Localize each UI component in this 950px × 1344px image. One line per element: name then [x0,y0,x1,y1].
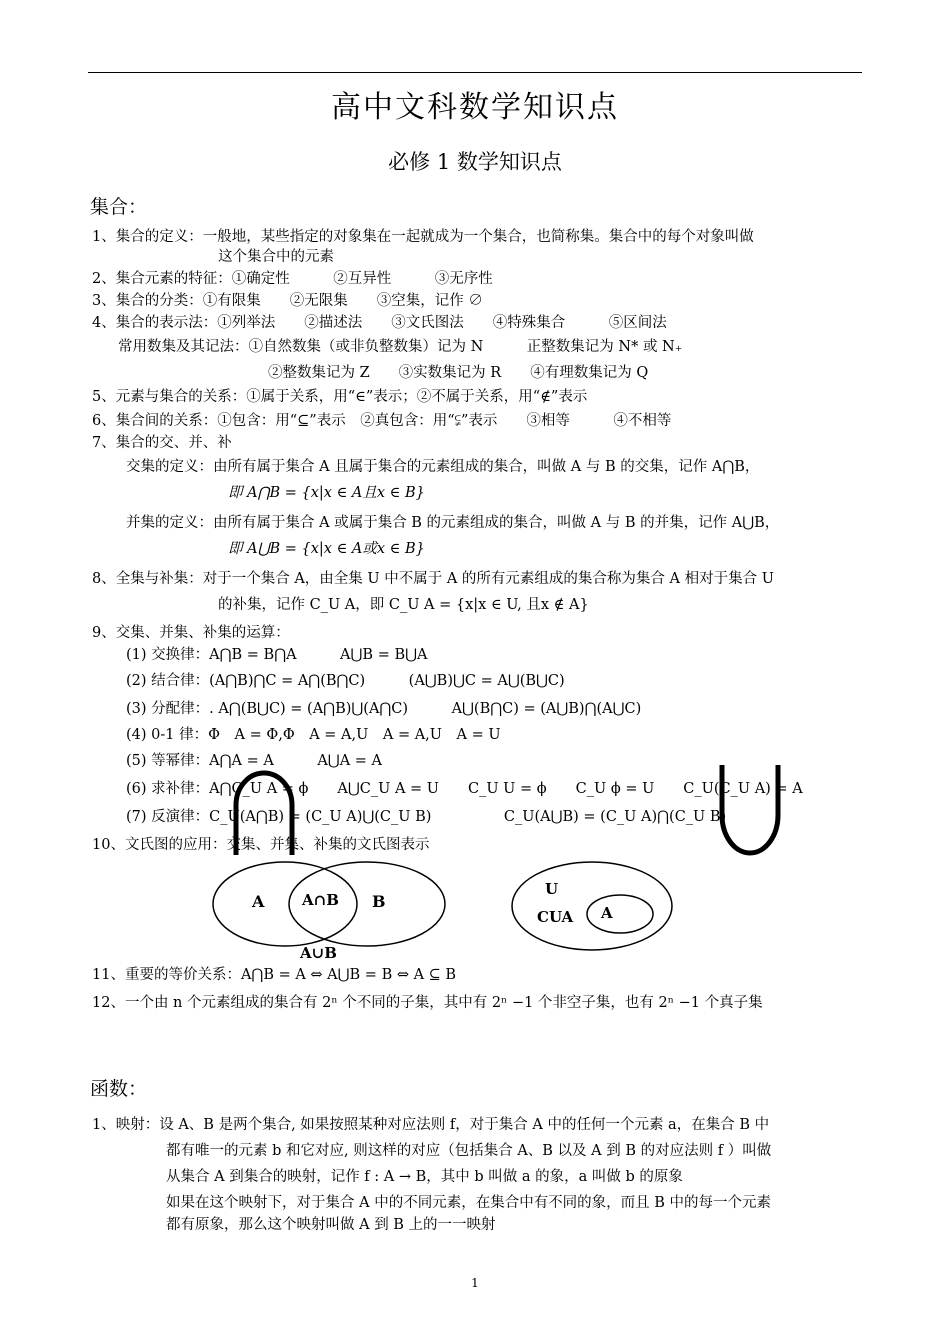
venn-label-cua: CUA [537,908,574,926]
sets-line-12: 12、一个由 n 个元素组成的集合有 2ⁿ 个不同的子集，其中有 2ⁿ −1 个非空子集，也有 2ⁿ −1 个真子集 [92,995,763,1011]
sets-line-8: 8、全集与补集：对于一个集合 A，由全集 U 中不属于 A 的所有元素组成的集合称为集合 A 相对于集合 U [92,571,774,587]
venn-label-a: A [252,892,265,911]
sets-line-6: 6、集合间的关系：①包含：用“⊆”表示 ②真包含：用“⫋”表示 ③相等 ④不相等 [92,413,672,429]
venn-label-subset-a: A [601,904,613,922]
sets-line-9: 9、交集、并集、补集的运算： [92,625,290,641]
sets-line-7: 7、集合的交、并、补 [92,435,232,451]
functions-line-1: 1、映射：设 A、B 是两个集合, 如果按照某种对应法则 f，对于集合 A 中的任何一个元素 a，在集合 B 中 [92,1117,770,1133]
functions-line-5: 都有原象，那么这个映射叫做 A 到 B 上的一一映射 [166,1217,496,1233]
law-complement: (6) 求补律：A⋂C_U A = ϕ A⋃C_U A = U C_U U = ϕ C_U ϕ = U C_U(C_U A) = A [126,781,803,797]
law-idempotent: (5) 等幂律：A⋂A = A A⋃A = A [126,753,383,769]
sets-line-4a: 常用数集及其记法：①自然数集（或非负整数集）记为 N 正整数集记为 N* 或 N₊ [118,339,683,355]
arch-decoration-right-icon [710,760,790,860]
union-definition: 并集的定义：由所有属于集合 A 或属于集合 B 的元素组成的集合，叫做 A 与 B 的并集，记作 A⋃B， [126,515,780,531]
venn-label-a-or-b: A∪B [300,944,337,962]
sets-line-4b: ②整数集记为 Z ③实数集记为 R ④有理数集记为 Q [268,365,649,381]
arch-decoration-left-icon [226,760,306,860]
page-subtitle: 必修 1 数学知识点 [388,150,562,174]
venn-label-b: B [372,892,386,911]
sets-line-2: 2、集合元素的特征：①确定性 ②互异性 ③无序性 [92,271,493,287]
sets-line-10: 10、文氏图的应用：交集、并集、补集的文氏图表示 [92,837,430,853]
venn-subset-a [587,895,653,933]
union-formula: 即 A⋃B = {x|x ∈ A或x ∈ B} [228,541,425,557]
sets-line-11: 11、重要的等价关系：A⋂B = A ⇔ A⋃B = B ⇔ A ⊆ B [92,967,457,983]
law-commutative: (1) 交换律：A⋂B = B⋂A A⋃B = B⋃A [126,647,428,663]
sets-line-3: 3、集合的分类：①有限集 ②无限集 ③空集，记作 ∅ [92,293,483,309]
sets-line-1b: 这个集合中的元素 [218,249,334,265]
sets-line-5: 5、元素与集合的关系：①属于关系，用“∈”表示；②不属于关系，用“∉”表示 [92,389,588,405]
sets-line-4: 4、集合的表示法：①列举法 ②描述法 ③文氏图法 ④特殊集合 ⑤区间法 [92,315,667,331]
functions-line-2: 都有唯一的元素 b 和它对应, 则这样的对应（包括集合 A、B 以及 A 到 B 的对应法则 f ）叫做 [166,1143,772,1159]
venn-label-u: U [545,880,559,898]
venn-universe [512,862,672,950]
venn-label-a-and-b: A∩B [302,891,339,909]
intersection-formula: 即 A⋂B = {x|x ∈ A且x ∈ B} [228,485,425,501]
functions-line-3: 从集合 A 到集合的映射，记作 f : A → B，其中 b 叫做 a 的象，a 叫做 b 的原象 [166,1169,683,1185]
page-number: 1 [471,1276,479,1290]
page-title: 高中文科数学知识点 [331,90,619,125]
law-de-morgan: (7) 反演律：C_U(A⋂B) = (C_U A)⋃(C_U B) C_U(A⋃B) = (C_U A)⋂(C_U B) [126,809,727,825]
sets-line-1: 1、集合的定义：一般地，某些指定的对象集在一起就成为一个集合，也简称集。集合中的每个对象叫做 [92,229,754,245]
section-heading-functions: 函数： [90,1078,148,1100]
functions-line-4: 如果在这个映射下，对于集合 A 中的不同元素，在集合中有不同的象，而且 B 中的每一个元素 [166,1195,772,1211]
complement-formula: 的补集，记作 C_U A，即 C_U A = {x|x ∈ U, 且x ∉ A} [218,597,589,613]
venn-complement-diagram [505,858,685,958]
law-distributive: (3) 分配律：. A⋂(B⋃C) = (A⋂B)⋃(A⋂C) A⋃(B⋂C) = (A⋃B)⋂(A⋃C) [126,701,642,717]
top-rule [88,72,862,73]
law-associative: (2) 结合律：(A⋂B)⋂C = A⋂(B⋂C) (A⋃B)⋃C = A⋃(B⋃C) [126,673,565,689]
section-heading-sets: 集合： [90,196,148,218]
intersection-definition: 交集的定义：由所有属于集合 A 且属于集合的元素组成的集合，叫做 A 与 B 的交集，记作 A⋂B， [126,459,760,475]
law-zero-one: (4) 0-1 律：Φ A = Φ,Φ A = A,U A = A,U A = U [126,727,501,743]
